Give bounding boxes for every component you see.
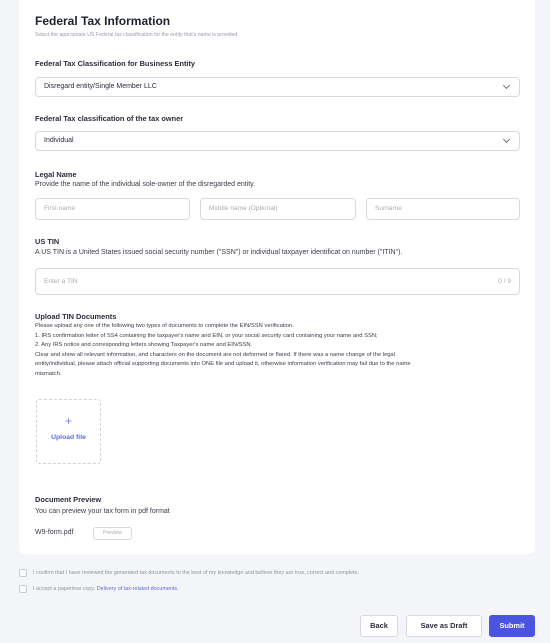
upload-instruction-line: 1. IRS confirmation letter of SS4 containing the taxpayer's name and EIN, or your social security card containing your name and SSN; [35, 332, 378, 339]
tin-input[interactable] [35, 268, 520, 295]
upload-instruction-line: mismatch. [35, 370, 62, 377]
document-preview-description: You can preview your tax form in pdf format [35, 508, 170, 515]
upload-instruction-line: 2. Any IRS notice and corresponding letters showing Taxpayer's name and EIN/SSN. [35, 342, 253, 349]
business-entity-value: Disregard entity/Single Member LLC [44, 83, 157, 90]
paperless-checkbox[interactable] [19, 585, 27, 593]
tin-placeholder: Enter a TIN [44, 278, 78, 285]
paperless-label: I accept a paperless copy. [33, 586, 96, 592]
middle-name-input[interactable] [200, 198, 356, 220]
upload-file-button[interactable] [36, 399, 101, 464]
page-subtitle: Select the appropriate US Federal tax classification for the entity that's name is provided [35, 32, 238, 38]
upload-instructions [35, 322, 535, 380]
business-entity-label: Federal Tax Classification for Business Entity [35, 59, 196, 68]
document-preview-label: Document Preview [35, 495, 102, 504]
tax-owner-select[interactable] [35, 131, 520, 151]
preview-filename: W9-form.pdf [35, 529, 74, 536]
upload-file-label: Upload file [51, 434, 86, 441]
chevron-down-icon [503, 82, 510, 89]
submit-button[interactable]: Submit [489, 615, 535, 637]
back-button[interactable]: Back [360, 615, 398, 637]
tin-counter: 0 / 9 [498, 278, 511, 285]
paperless-text [33, 584, 179, 594]
confirm-reviewed-text: I confirm that I have reviewed the generated tax documents to the best of my knowledge and believe they are true, correct and complete. [33, 570, 360, 576]
us-tin-label: US TIN [35, 237, 60, 246]
upload-instruction-line: Clear and show all relevant information, and characters on the document are not deformed or flared. If there was a name change of the legal [35, 351, 395, 358]
page-title: Federal Tax Information [35, 14, 171, 28]
surname-input[interactable] [366, 198, 520, 220]
plus-icon: + [64, 414, 72, 428]
tax-owner-label: Federal Tax classification of the tax owner [35, 114, 184, 123]
tax-owner-value: Individual [44, 137, 74, 144]
upload-tin-label: Upload TIN Documents [35, 312, 117, 321]
confirm-reviewed-checkbox[interactable] [19, 569, 27, 577]
chevron-down-icon [503, 136, 510, 143]
upload-instruction-line: Please upload any one of the following two types of documents to complete the EIN/SSN verification. [35, 323, 294, 329]
delivery-documents-link[interactable]: Delivery of tax-related documents. [96, 586, 179, 592]
middle-name-placeholder: Middle name (Optional) [209, 205, 278, 212]
preview-button[interactable]: Preview [93, 527, 132, 540]
upload-instruction-line: entity/individual, please attach official supporting documents into ONE file and upload it, otherwise information verification may fail due to the name [35, 361, 411, 368]
save-draft-button[interactable]: Save as Draft [406, 615, 482, 637]
business-entity-select[interactable] [35, 77, 520, 97]
legal-name-label: Legal Name [35, 170, 77, 179]
first-name-input[interactable] [35, 198, 190, 220]
first-name-placeholder: First name [44, 205, 76, 212]
surname-placeholder: Surname [375, 205, 402, 212]
legal-name-description: Provide the name of the individual sole-owner of the disregarded entity. [35, 181, 256, 188]
us-tin-description: A US TIN is a United States issued social security number ("SSN") or individual taxpayer identificat on number ("ITIN"). [35, 249, 403, 256]
